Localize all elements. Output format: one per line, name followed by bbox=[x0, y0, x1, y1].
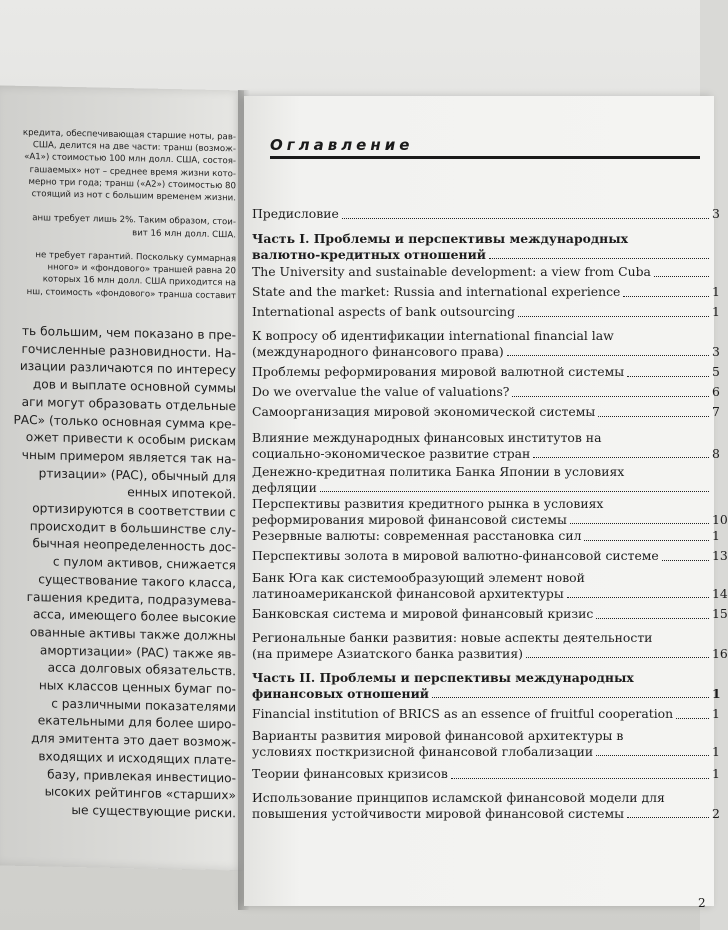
toc-entry[interactable] bbox=[252, 548, 728, 564]
toc-entry-page-number: 3 bbox=[712, 206, 720, 221]
toc-entry-page-number: 10 bbox=[712, 511, 728, 527]
dot-leader bbox=[320, 491, 709, 492]
left-text-line: гочисленные разновидности. На- bbox=[21, 341, 236, 361]
toc-entry[interactable] bbox=[252, 328, 722, 359]
left-text-line: ованные активы также должны bbox=[29, 624, 236, 644]
toc-part-heading[interactable] bbox=[252, 670, 722, 701]
toc-entry[interactable] bbox=[252, 570, 728, 601]
toc-entry-page-number: 16 bbox=[712, 645, 728, 661]
toc-entry[interactable] bbox=[252, 790, 722, 821]
toc-entry-title-line: повышения устойчивости мировой финансовой системы bbox=[252, 805, 624, 821]
toc-entry-title-line: латиноамериканской финансовой архитектуры bbox=[252, 585, 564, 601]
left-text-line: асса, имеющего более высокие bbox=[32, 607, 236, 626]
toc-entry[interactable] bbox=[252, 404, 722, 420]
left-text-line: не требует гарантий. Поскольку суммарная bbox=[35, 250, 236, 265]
toc-entry[interactable] bbox=[252, 528, 722, 544]
left-text-line: асса долговых обязательств. bbox=[47, 660, 236, 679]
toc-entry-page-number: 2 bbox=[712, 805, 720, 821]
dot-leader bbox=[623, 296, 709, 297]
toc-entry-page-number: 13 bbox=[712, 548, 728, 563]
toc-entry-title-line: Перспективы золота в мировой валютно-финансовой системе bbox=[252, 548, 659, 563]
left-text-line: гашения кредита, подразумева- bbox=[26, 589, 236, 608]
left-text-line: ртизации» (PAC), обычный для bbox=[38, 465, 236, 484]
toc-entry[interactable] bbox=[252, 284, 722, 300]
toc-entry-title-line: Банк Юга как системообразующий элемент новой bbox=[252, 570, 585, 585]
toc-entry-title-line: State and the market: Russia and international experience bbox=[252, 284, 621, 299]
toc-entry-page-number: 7 bbox=[712, 404, 720, 419]
toc-entry-title-line: Денежно-кредитная политика Банка Японии в условиях bbox=[252, 464, 625, 479]
left-text-line: «А1») стоимостью 100 млн долл. США, состоя- bbox=[24, 152, 236, 167]
toc-entry-title-line: Влияние международных финансовых институтов на bbox=[252, 430, 602, 445]
left-text-line: амортизации» (PAC) также яв- bbox=[39, 642, 236, 661]
dot-leader bbox=[432, 697, 709, 698]
toc-entry-title-line: The University and sustainable development: a view from Cuba bbox=[252, 264, 651, 279]
page-number: 2 bbox=[698, 896, 706, 910]
toc-entry-title-line: Часть II. Проблемы и перспективы международных bbox=[252, 670, 634, 685]
toc-entry[interactable] bbox=[252, 430, 722, 461]
toc-entry-page-number: 8 bbox=[712, 445, 720, 461]
left-text-line: для эмитента это дает возмож- bbox=[31, 731, 236, 750]
dot-leader bbox=[627, 376, 709, 377]
toc-entry-title-line: валютно-кредитных отношений bbox=[252, 246, 486, 262]
left-text-line: ных классов ценных бумаг по- bbox=[38, 678, 236, 697]
toc-entry-title-line: Использование принципов исламской финансовой модели для bbox=[252, 790, 665, 805]
left-text-line: ть большим, чем показано в пре- bbox=[21, 323, 236, 343]
toc-entry[interactable] bbox=[252, 706, 722, 722]
left-text-line: которых 16 млн долл. США приходится на bbox=[42, 274, 236, 289]
dot-leader bbox=[584, 540, 709, 541]
dot-leader bbox=[596, 618, 709, 619]
left-text-line: енных ипотекой. bbox=[127, 485, 236, 502]
toc-entry-title-line: финансовых отношений bbox=[252, 685, 429, 701]
left-text-line: мерно три года; транш («А2») стоимостью 80 bbox=[28, 176, 236, 192]
dot-leader bbox=[676, 718, 709, 719]
dot-leader bbox=[507, 355, 709, 356]
left-text-line: ожет привести к особым рискам bbox=[25, 430, 236, 449]
dot-leader bbox=[570, 523, 709, 524]
toc-entry-title-line: International aspects of bank outsourcing bbox=[252, 304, 516, 319]
toc-entry-title-line: Резервные валюты: современная расстановка сил bbox=[252, 528, 582, 543]
toc-entry-page-number: 15 bbox=[712, 606, 728, 621]
toc-entry-title-line: К вопросу об идентификации international financial law bbox=[252, 328, 614, 343]
dot-leader bbox=[662, 560, 709, 561]
toc-entry-title-line: реформирования мировой финансовой системы bbox=[252, 511, 567, 527]
toc-entry-page-number: 1 bbox=[712, 528, 720, 543]
left-text-line: стоящий из нот с большим временем жизни. bbox=[31, 189, 236, 204]
toc-entry[interactable] bbox=[252, 206, 722, 222]
toc-entry-page-number: 3 bbox=[712, 343, 720, 359]
left-text-line: изации различаются по интересу bbox=[19, 359, 236, 378]
toc-entry-title-line: Самоорганизация мировой экономической системы bbox=[252, 404, 596, 419]
left-text-line: базу, привлекая инвестицио- bbox=[47, 766, 236, 785]
left-text-line: нного» и «фондового» траншей равна 20 bbox=[47, 262, 236, 277]
left-text-line: кредита, обеспечивающая старшие ноты, рав- bbox=[22, 127, 236, 143]
toc-entry-title-line: Региональные банки развития: новые аспекты деятельности bbox=[252, 630, 653, 645]
dot-leader bbox=[627, 817, 709, 818]
toc-entry-title-line: Проблемы реформирования мировой валютной системы bbox=[252, 364, 625, 379]
left-text-line: ортизируются в соответствии с bbox=[32, 501, 236, 520]
dot-leader bbox=[598, 416, 709, 417]
dot-leader bbox=[526, 657, 709, 658]
left-text-line: вит 16 млн долл. США. bbox=[132, 227, 236, 240]
toc-entry-page-number: 6 bbox=[712, 384, 720, 399]
dot-leader bbox=[533, 457, 709, 458]
toc-entry-title-line: Теории финансовых кризисов bbox=[252, 766, 448, 781]
left-text-line: аги могут образовать отдельные bbox=[21, 394, 236, 414]
toc-entry-title-line: Перспективы развития кредитного рынка в условиях bbox=[252, 496, 604, 511]
toc-entry-title-line: социально-экономическое развитие стран bbox=[252, 445, 531, 461]
dot-leader bbox=[512, 396, 709, 397]
left-text-line: нш, стоимость «фондового» транша составит bbox=[26, 286, 236, 301]
toc-entry-title-line: (международного финансового права) bbox=[252, 343, 504, 359]
toc-entry-page-number: 1 bbox=[712, 766, 720, 781]
left-text-line: дов и выплате основной суммы bbox=[32, 377, 236, 396]
left-text-line: ые существующие риски. bbox=[71, 802, 236, 821]
toc-entry-title-line: Financial institution of BRICS as an essence of fruitful cooperation bbox=[252, 706, 674, 721]
toc-entry-page-number: 1 bbox=[712, 304, 720, 319]
left-text-line: бычная неопределенность дос- bbox=[32, 536, 236, 555]
left-page bbox=[0, 85, 244, 870]
toc-entry[interactable] bbox=[252, 464, 722, 495]
toc-entry-page-number: 5 bbox=[712, 364, 720, 379]
toc-entry[interactable] bbox=[252, 264, 722, 280]
left-text-line: происходит в большинстве слу- bbox=[29, 518, 236, 538]
right-page bbox=[244, 96, 728, 910]
dot-leader bbox=[596, 755, 709, 756]
toc-entry-title-line: Варианты развития мировой финансовой архитектуры в bbox=[252, 728, 624, 743]
dot-leader bbox=[451, 778, 709, 779]
toc-entry[interactable] bbox=[252, 728, 722, 759]
dot-leader bbox=[567, 597, 709, 598]
left-text-line: существование такого класса, bbox=[38, 572, 236, 591]
left-text-line: входящих и исходящих плате- bbox=[38, 749, 236, 768]
toc-part-heading[interactable] bbox=[252, 231, 722, 262]
toc-entry[interactable] bbox=[252, 304, 722, 320]
left-text-line: с различными показателями bbox=[51, 696, 236, 715]
toc-entry-page-number: 1 bbox=[712, 685, 721, 701]
toc-title: Оглавление bbox=[270, 136, 414, 154]
toc-entry-title-line: (на примере Азиатского банка развития) bbox=[252, 645, 523, 661]
left-text-line: чным примером является так на- bbox=[21, 447, 236, 467]
left-text-line: США, делится на две части: транш (возмож- bbox=[32, 140, 236, 155]
dot-leader bbox=[654, 276, 709, 277]
toc-entry-page-number: 1 bbox=[712, 706, 720, 721]
toc-entry-page-number: 1 bbox=[712, 284, 720, 299]
left-text-line: екательными для более широ- bbox=[37, 713, 236, 732]
toc-entry-title-line: Предисловие bbox=[252, 206, 339, 221]
toc-entry-title-line: Часть I. Проблемы и перспективы международных bbox=[252, 231, 629, 246]
toc-entry[interactable] bbox=[252, 606, 728, 622]
dot-leader bbox=[518, 316, 709, 317]
dot-leader bbox=[489, 258, 709, 259]
toc-entry[interactable] bbox=[252, 496, 728, 527]
toc-entry-page-number: 14 bbox=[712, 585, 728, 601]
left-text-line: ысоких рейтингов «старших» bbox=[44, 784, 236, 803]
toc-entry-title-line: условиях посткризисной финансовой глобализации bbox=[252, 743, 594, 759]
toc-entry-title-line: Банковская система и мировой финансовый кризис bbox=[252, 606, 594, 621]
left-text-line: РАС» (только основная сумма кре- bbox=[13, 412, 236, 431]
toc-entry-title-line: Do we overvalue the value of valuations? bbox=[252, 384, 510, 399]
toc-entry-title-line: дефляции bbox=[252, 479, 317, 495]
left-text-line: анш требует лишь 2%. Таким образом, стои- bbox=[32, 213, 236, 228]
left-text-line: с пулом активов, снижается bbox=[52, 554, 236, 573]
toc-entry[interactable] bbox=[252, 364, 722, 380]
left-text-line: гашаемых» нот – среднее время жизни кото- bbox=[29, 164, 236, 179]
title-rule bbox=[270, 156, 700, 159]
toc-entry[interactable] bbox=[252, 384, 722, 400]
dot-leader bbox=[342, 218, 709, 219]
toc-entry[interactable] bbox=[252, 630, 728, 661]
toc-entry[interactable] bbox=[252, 766, 722, 782]
toc-entry-page-number: 1 bbox=[712, 743, 720, 759]
